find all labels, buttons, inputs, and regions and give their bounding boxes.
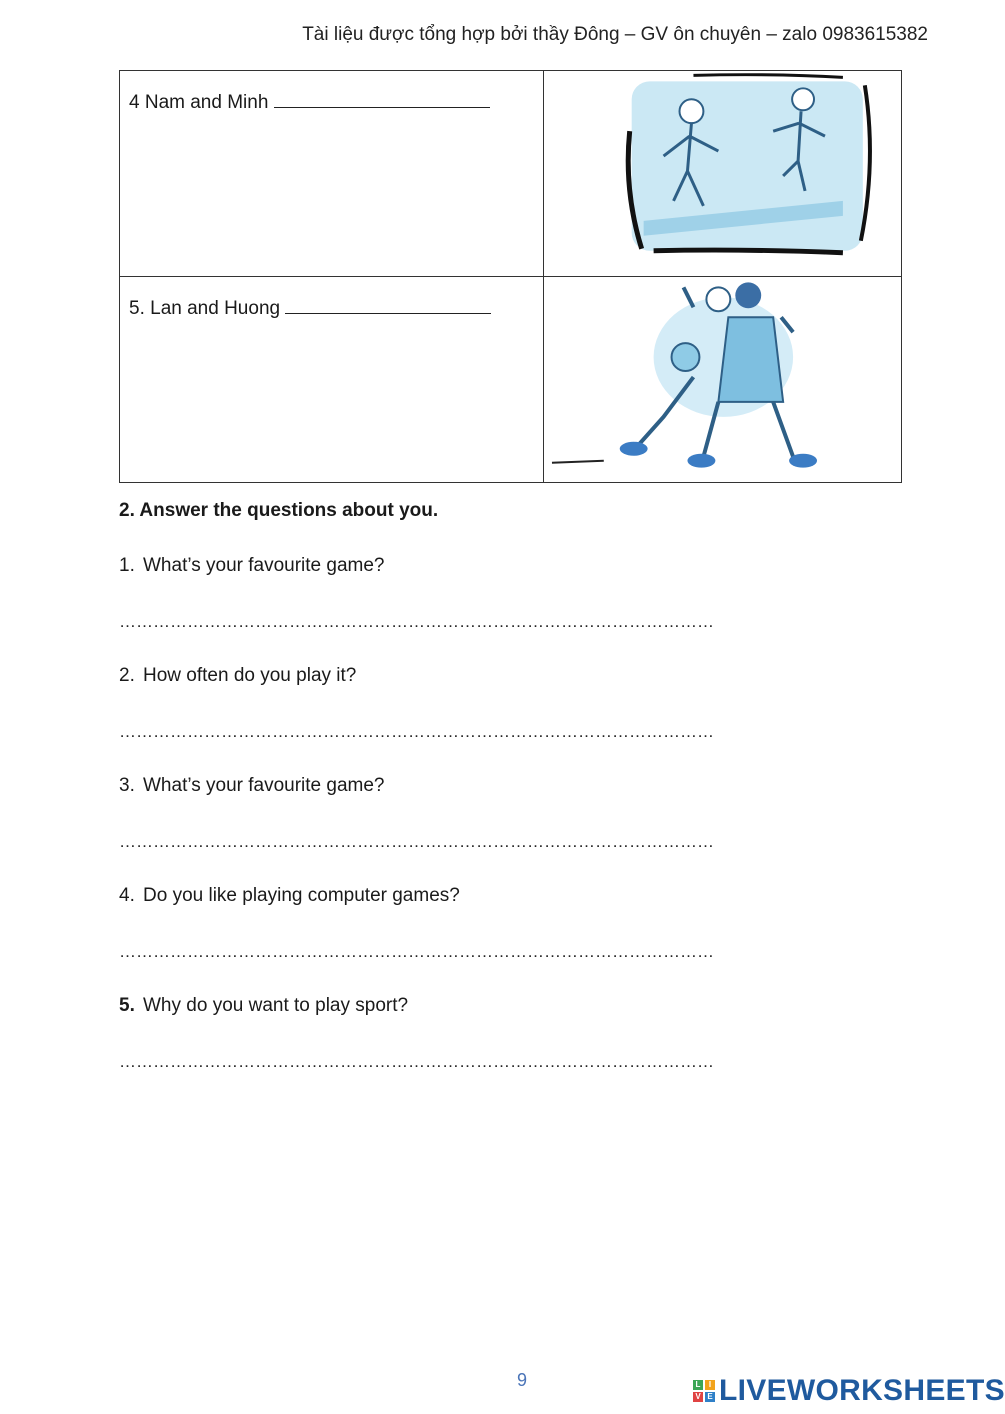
prompt-text: 5. Lan and Huong	[129, 298, 281, 319]
question-5	[119, 995, 408, 1017]
question-text: What’s your favourite game?	[143, 555, 385, 576]
answer-line-5[interactable]: ……………………………………………………………………………………………	[119, 1052, 714, 1071]
question-number: 2.	[119, 665, 135, 686]
page-header: Tài liệu được tổng hợp bởi thầy Đông – GV ôn chuyên – zalo 0983615382	[302, 24, 928, 45]
logo-mark-icon: L I V E	[693, 1380, 715, 1402]
table-row	[120, 277, 902, 483]
image-cell	[544, 277, 902, 483]
answer-blank[interactable]	[285, 295, 491, 314]
question-text: What’s your favourite game?	[143, 775, 385, 796]
answer-line-2[interactable]: ……………………………………………………………………………………………	[119, 722, 714, 741]
question-2	[119, 665, 356, 687]
answer-line-1[interactable]: ……………………………………………………………………………………………	[119, 612, 714, 631]
question-text: Do you like playing computer games?	[143, 885, 460, 906]
image-cell	[544, 71, 902, 277]
answer-line-4[interactable]: ……………………………………………………………………………………………	[119, 942, 714, 961]
answer-line-3[interactable]: ……………………………………………………………………………………………	[119, 832, 714, 851]
question-number: 3.	[119, 775, 135, 796]
question-3	[119, 775, 385, 797]
section-title: 2. Answer the questions about you.	[119, 500, 439, 521]
prompt-cell	[120, 277, 544, 483]
prompt-text: 4 Nam and Minh	[129, 92, 269, 113]
dancing-kids-illustration	[544, 71, 901, 276]
question-1	[119, 555, 385, 577]
question-number: 5.	[119, 995, 135, 1016]
prompt-cell	[120, 71, 544, 277]
liveworksheets-logo[interactable]	[693, 1374, 1005, 1408]
question-text: How often do you play it?	[143, 665, 357, 686]
question-number: 4.	[119, 885, 135, 906]
exercise-table	[119, 70, 902, 483]
question-number: 1.	[119, 555, 135, 576]
question-text: Why do you want to play sport?	[143, 995, 409, 1016]
basketball-girls-illustration	[544, 277, 901, 482]
table-row	[120, 71, 902, 277]
page-number: 9	[517, 1370, 528, 1390]
logo-text: LIVEWORKSHEETS	[719, 1374, 1005, 1407]
question-4	[119, 885, 460, 907]
answer-blank[interactable]	[274, 89, 490, 108]
